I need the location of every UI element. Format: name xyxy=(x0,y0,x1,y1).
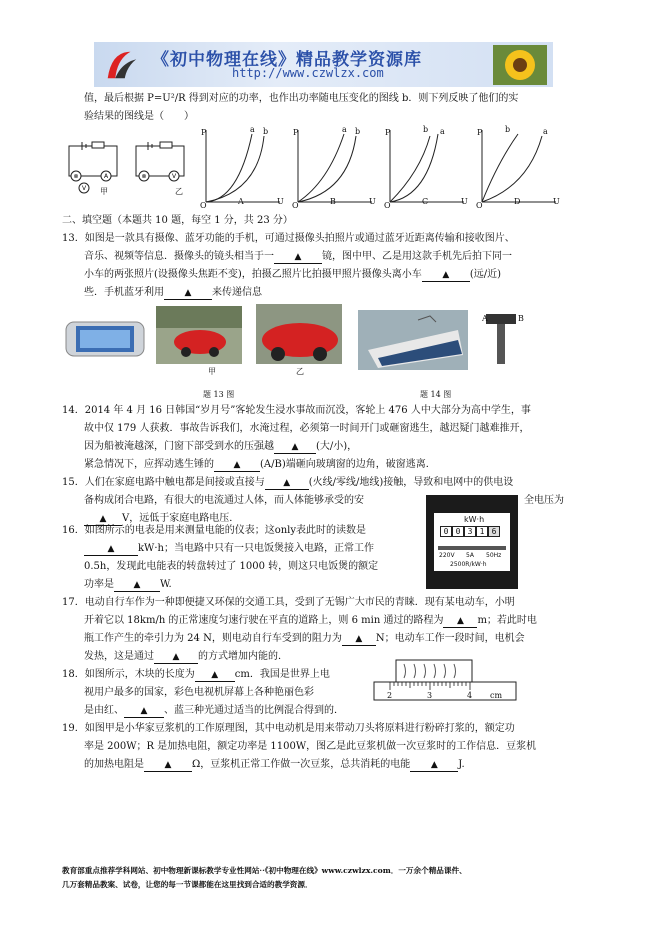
car-photo-yi xyxy=(256,304,342,364)
q14-line3: 因为船被淹越深，门窗下部受到水的压强越 ▲ (大/小)， xyxy=(84,441,358,452)
hammer-label-a: A xyxy=(482,314,488,323)
footer-line2: 几万套精品教案、试卷，让您的每一节课都能在这里找到合适的教学资源． xyxy=(62,880,313,889)
meter-digit: 0 xyxy=(452,526,464,537)
graph-c-x: U xyxy=(461,197,468,206)
meter-digit: 0 xyxy=(440,526,452,537)
graph-b-y: P xyxy=(293,128,299,137)
ruler-unit: cm xyxy=(490,691,503,700)
q17-line3: 瓶工作产生的牵引力为 24 N，则电动自行车受到的阻力为 ▲ N；电动车工作一段时间，电机会 xyxy=(84,633,525,644)
graph-b-curve-a: a xyxy=(342,125,347,134)
graph-c-origin: O xyxy=(384,201,391,210)
banner-title: 《初中物理在线》精品教学资源库 xyxy=(152,50,422,70)
graph-d-option: D xyxy=(514,197,521,206)
ferry-photo xyxy=(358,310,468,370)
q18-line3: 是由红、 ▲ 、蓝三种光通过适当的比例混合得到的． xyxy=(84,705,344,716)
photo-label-yi: 乙 xyxy=(296,367,304,376)
car-photo-jia xyxy=(156,306,242,364)
q19-line3: 的加热电阻是 ▲ Ω，豆浆机正常工作做一次豆浆，总共消耗的电能 ▲ J. xyxy=(84,759,465,770)
q14-line1: 14．2014 年 4 月 16 日韩国“岁月号”客轮发生浸水事故而沉没，客轮上 476 人中大部分为高中学生，事 xyxy=(62,405,531,416)
circuit-label-yi: 乙 xyxy=(175,187,183,196)
header-banner xyxy=(94,42,553,87)
page-footer xyxy=(62,864,467,892)
q15-line3: ▲ V，远低于家庭电路电压． xyxy=(84,510,239,529)
graph-d-curve-a: a xyxy=(543,127,548,136)
q18-line2: 视用户最多的国家，彩色电视机屏幕上各种艳丽色彩 xyxy=(84,687,314,698)
q17-line1: 17．电动自行车作为一种即便捷又环保的交通工具，受到了无锡广大市民的青睐．现有某电动车，小明 xyxy=(62,597,515,608)
svg-text:⊗: ⊗ xyxy=(73,173,79,180)
figure-14-caption: 题 14 图 xyxy=(420,390,452,399)
meter-rating: 2500R/kW·h xyxy=(450,561,487,568)
graph-options xyxy=(198,122,564,212)
meter-digit: 1 xyxy=(476,526,488,537)
ruler-mark-2: 2 xyxy=(387,691,393,700)
q17-line2: 开着它以 18km/h 的正常速度匀速行驶在平直的道路上，则 6 min 通过的路程为 ▲ m；若此时电 xyxy=(84,615,537,626)
q15-line2: 备构成闭合电路，有很大的电流通过人体，而人体能够承受的安 xyxy=(84,495,364,506)
q19-line2: 率是 200W；R 是加热电阻，额定功率是 1100W，图乙是此豆浆机做一次豆浆时的工作信息．豆浆机 xyxy=(84,741,537,752)
figure-13-caption: 题 13 图 xyxy=(203,390,235,399)
svg-text:⊗: ⊗ xyxy=(141,173,147,180)
graph-a-y: P xyxy=(201,128,207,137)
svg-text:V: V xyxy=(171,173,177,180)
footer-line1: 教育部重点推荐学科网站、初中物理新课标教学专业性网站··《初中物理在线》www.czwlzx.com．一万余个精品课件、 xyxy=(62,866,467,875)
hammer-label-b: B xyxy=(518,314,524,323)
graph-a-x: U xyxy=(277,197,284,206)
svg-text:V: V xyxy=(81,185,87,192)
q13-line2: 音乐、视频等信息．摄像头的镜头相当于一 ▲ 镜，图中甲、乙是用这款手机先后拍下同一 xyxy=(84,251,512,262)
graph-a-curve-b: b xyxy=(263,127,269,136)
q13-line3: 小车的两张照片(设摄像头焦距不变)，拍摄乙照片比拍摄甲照片摄像头离小车 ▲ (远/近) xyxy=(84,269,501,280)
graph-b-x: U xyxy=(369,197,376,206)
q14-line4: 紧急情况下，应挥动逃生锤的 ▲ (A/B)端砸向玻璃窗的边角，破窗逃离． xyxy=(84,459,436,470)
graph-b-option: B xyxy=(330,197,336,206)
graph-b-curve-b: b xyxy=(355,127,361,136)
q12-line2: 验结果的图线是（ ） xyxy=(84,111,194,122)
q16-line4: 功率是 ▲ W. xyxy=(84,579,172,590)
sunflower-icon xyxy=(493,45,547,85)
graph-d-y: P xyxy=(477,128,483,137)
q17-line4: 发热，这是通过 ▲ 的方式增加内能的． xyxy=(84,651,288,662)
q14-line2: 故中仅 179 人获救．事故告诉我们，水淹过程，必须第一时间开门或砸窗逃生，越迟疑门越难推开， xyxy=(84,423,530,434)
smartphone-image xyxy=(64,308,146,366)
graph-c-curve-b: b xyxy=(423,125,429,134)
circuit-label-jia: 甲 xyxy=(100,187,108,196)
graph-c-curve-a: a xyxy=(440,127,445,136)
q15-line1: 15．人们在家庭电路中触电都是间接或直接与 ▲ (火线/零线/地线)接触，导致和电网中的供电设 xyxy=(62,477,514,488)
section-heading: 二、填空题（本题共 10 题，每空 1 分，共 23 分） xyxy=(62,215,293,226)
graph-b-origin: O xyxy=(292,201,299,210)
ruler-mark-3: 3 xyxy=(427,691,433,700)
q15-line2-tail: 全电压为 xyxy=(524,495,564,506)
q16-line3: 0.5h，发现此电能表的转盘转过了 1000 转，则这只电饭煲的额定 xyxy=(84,561,379,572)
meter-voltage: 220V xyxy=(439,552,455,559)
graph-a-origin: O xyxy=(200,201,207,210)
graph-d-origin: O xyxy=(476,201,483,210)
graph-a-option: A xyxy=(238,197,244,206)
meter-digit: 6 xyxy=(488,526,500,537)
graph-c-y: P xyxy=(385,128,391,137)
q12-line1: 值，最后根据 P=U²/R 得到对应的功率，也作出功率随电压变化的图线 b．则下列反映了他们的实 xyxy=(84,93,519,104)
meter-unit: kW·h xyxy=(464,515,485,524)
meter-current: 5A xyxy=(466,552,474,559)
meter-digit: 3 xyxy=(464,526,476,537)
q19-line1: 19．如图甲是小华家豆浆机的工作原理图，其中电动机是用来带动刀头将原料进行粉碎打浆的，额定功 xyxy=(62,723,515,734)
graph-d-x: U xyxy=(553,197,560,206)
banner-url[interactable]: http://www.czwlzx.com xyxy=(232,66,384,80)
graph-d-curve-b: b xyxy=(505,125,511,134)
q16-line1: 16．如图所示的电表是用来测量电能的仪表；这only表此时的读数是 xyxy=(62,525,367,536)
graph-c-option: C xyxy=(422,197,429,206)
svg-text:A: A xyxy=(103,173,109,180)
ruler-mark-4: 4 xyxy=(467,691,473,700)
q16-line2: ▲ kW·h；当电路中只有一只电饭煲接入电路，正常工作 xyxy=(84,540,374,559)
electricity-meter xyxy=(426,495,518,589)
q18-line1: 18．如图所示，木块的长度为 ▲ cm．我国是世界上电 xyxy=(62,669,330,680)
meter-frequency: 50Hz xyxy=(486,552,502,559)
meter-dial xyxy=(438,546,506,550)
meter-digits xyxy=(440,526,500,537)
q13-line4: 些．手机蓝牙利用 ▲ 来传递信息 xyxy=(84,287,262,298)
graph-a-curve-a: a xyxy=(250,125,255,134)
q13-line1: 13．如图是一款具有摄像、蓝牙功能的手机，可通过摄像头拍照片或通过蓝牙近距离传输和接收图片、 xyxy=(62,233,515,244)
photo-label-jia: 甲 xyxy=(208,367,216,376)
site-logo-icon xyxy=(102,46,140,84)
